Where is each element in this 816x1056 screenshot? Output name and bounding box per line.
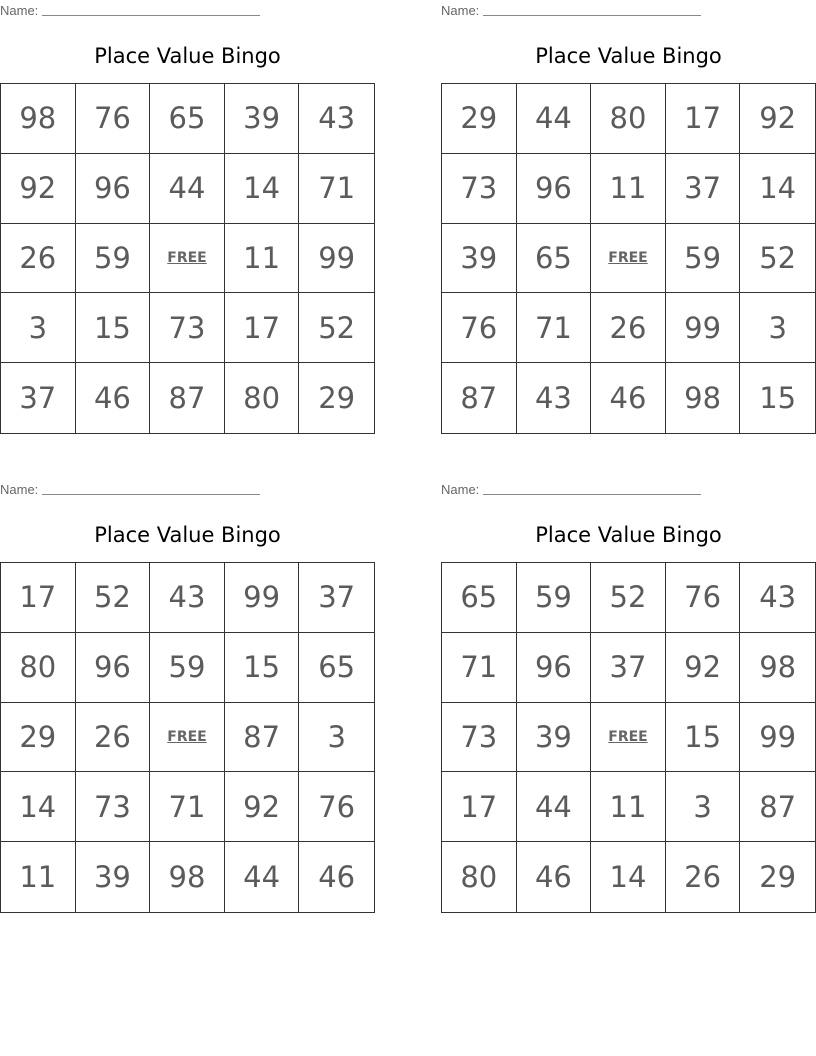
bingo-cell[interactable]: 44 (517, 772, 592, 842)
bingo-cell[interactable]: 39 (76, 842, 151, 912)
bingo-cell[interactable]: 26 (591, 293, 666, 363)
bingo-cell[interactable]: 11 (1, 842, 76, 912)
bingo-cell[interactable]: 73 (76, 772, 151, 842)
name-row (441, 479, 816, 501)
bingo-cell[interactable]: 52 (740, 224, 815, 294)
name-write-line[interactable] (42, 0, 260, 16)
bingo-cell[interactable]: 99 (225, 563, 300, 633)
bingo-cell[interactable]: 92 (225, 772, 300, 842)
bingo-cell[interactable]: 17 (666, 84, 741, 154)
bingo-cell[interactable]: 43 (517, 363, 592, 433)
bingo-cell[interactable]: 14 (591, 842, 666, 912)
card-title: Place Value Bingo (94, 523, 281, 547)
bingo-cell[interactable]: 17 (442, 772, 517, 842)
name-write-line[interactable] (483, 0, 701, 16)
bingo-cell[interactable]: 99 (740, 703, 815, 773)
bingo-cell[interactable]: 14 (225, 154, 300, 224)
free-space-cell[interactable]: FREE (150, 703, 225, 773)
bingo-cell[interactable]: 80 (442, 842, 517, 912)
bingo-cell[interactable]: 29 (318, 381, 356, 416)
bingo-cell[interactable]: 65 (299, 633, 374, 703)
bingo-cell[interactable]: 99 (666, 293, 741, 363)
bingo-cell[interactable]: 98 (740, 633, 815, 703)
bingo-cell[interactable]: 87 (740, 772, 815, 842)
bingo-cell[interactable]: 11 (225, 224, 300, 294)
name-label: Name: (441, 482, 480, 497)
bingo-cell[interactable]: 59 (150, 633, 225, 703)
bingo-grid (0, 83, 375, 434)
bingo-cell[interactable]: 96 (517, 154, 592, 224)
bingo-cell[interactable]: 76 (442, 293, 517, 363)
bingo-cell[interactable]: 37 (591, 633, 666, 703)
name-write-line[interactable] (42, 479, 260, 495)
bingo-cell[interactable]: 46 (76, 363, 151, 433)
name-row (441, 0, 816, 22)
bingo-cell[interactable]: 46 (517, 842, 592, 912)
bingo-cell[interactable]: 39 (225, 84, 300, 154)
bingo-cell[interactable]: 46 (591, 363, 666, 433)
bingo-cell[interactable]: 76 (76, 84, 151, 154)
bingo-cell[interactable]: 37 (299, 563, 374, 633)
bingo-cell[interactable]: 44 (150, 154, 225, 224)
bingo-cell[interactable]: 14 (1, 772, 76, 842)
name-row (0, 0, 375, 22)
bingo-cell[interactable]: 14 (740, 154, 815, 224)
name-row (0, 479, 375, 501)
free-space-cell[interactable]: FREE (591, 703, 666, 773)
bingo-cell[interactable]: 3 (299, 703, 374, 773)
bingo-cell[interactable]: 43 (299, 84, 374, 154)
bingo-cell[interactable]: 98 (1, 84, 76, 154)
bingo-cell[interactable]: 15 (225, 633, 300, 703)
bingo-cell[interactable]: 15 (76, 293, 151, 363)
bingo-cell[interactable]: 71 (517, 293, 592, 363)
bingo-grid (441, 83, 816, 434)
bingo-cell[interactable]: 96 (517, 633, 592, 703)
bingo-cell[interactable]: 96 (76, 154, 151, 224)
bingo-cell[interactable]: 59 (666, 224, 741, 294)
bingo-cell[interactable]: 3 (740, 293, 815, 363)
bingo-cell[interactable]: 71 (299, 154, 374, 224)
bingo-cell[interactable]: 65 (442, 563, 517, 633)
bingo-cell[interactable]: 26 (666, 842, 741, 912)
bingo-cell[interactable]: 39 (442, 224, 517, 294)
bingo-cell[interactable]: 46 (318, 860, 356, 895)
bingo-cell[interactable]: 73 (442, 703, 517, 773)
bingo-grid (0, 562, 375, 913)
bingo-cell[interactable]: 76 (299, 772, 374, 842)
bingo-grid (441, 562, 816, 913)
bingo-cell[interactable]: 15 (666, 703, 741, 773)
bingo-cell[interactable]: 80 (591, 84, 666, 154)
bingo-cell[interactable]: 80 (225, 363, 300, 433)
bingo-cell[interactable]: 52 (591, 563, 666, 633)
bingo-cell[interactable]: 17 (225, 293, 300, 363)
bingo-card (441, 0, 816, 416)
bingo-cell[interactable]: 11 (591, 772, 666, 842)
card-title: Place Value Bingo (535, 523, 722, 547)
bingo-card (0, 479, 375, 895)
bingo-cell[interactable]: 71 (150, 772, 225, 842)
name-label: Name: (441, 3, 480, 18)
bingo-cell[interactable]: 3 (1, 293, 76, 363)
bingo-cell[interactable]: 92 (740, 84, 815, 154)
name-label: Name: (0, 482, 39, 497)
bingo-cell[interactable]: 73 (150, 293, 225, 363)
bingo-cell[interactable]: 43 (740, 563, 815, 633)
bingo-cell[interactable]: 92 (1, 154, 76, 224)
bingo-cell[interactable]: 39 (517, 703, 592, 773)
bingo-cell[interactable]: 65 (150, 84, 225, 154)
bingo-cell[interactable]: 59 (76, 224, 151, 294)
bingo-cell[interactable]: 59 (517, 563, 592, 633)
bingo-cell[interactable]: 11 (591, 154, 666, 224)
bingo-cell[interactable]: 17 (1, 563, 76, 633)
bingo-card (0, 0, 375, 416)
bingo-cell[interactable]: 76 (666, 563, 741, 633)
bingo-cell[interactable]: 37 (1, 363, 76, 433)
bingo-cell[interactable]: 37 (666, 154, 741, 224)
bingo-cell[interactable]: 98 (150, 842, 225, 912)
bingo-cell[interactable]: 29 (759, 860, 797, 895)
bingo-cell[interactable]: 26 (1, 224, 76, 294)
bingo-cell[interactable]: 29 (442, 84, 517, 154)
bingo-cell[interactable]: 44 (225, 842, 300, 912)
bingo-card (441, 479, 816, 895)
bingo-cell[interactable]: 71 (442, 633, 517, 703)
bingo-cell[interactable]: 80 (1, 633, 76, 703)
bingo-cell[interactable]: 96 (76, 633, 151, 703)
bingo-cell[interactable]: 73 (442, 154, 517, 224)
bingo-cell[interactable]: 44 (517, 84, 592, 154)
bingo-cell[interactable]: 99 (299, 224, 374, 294)
bingo-cell[interactable]: 52 (299, 293, 374, 363)
name-label: Name: (0, 3, 39, 18)
bingo-cell[interactable]: 65 (517, 224, 592, 294)
free-space-cell[interactable]: FREE (591, 224, 666, 294)
bingo-cell[interactable]: 98 (666, 363, 741, 433)
bingo-cell[interactable]: 29 (1, 703, 76, 773)
free-space-cell[interactable]: FREE (150, 224, 225, 294)
bingo-cell[interactable]: 15 (759, 381, 797, 416)
card-title: Place Value Bingo (94, 44, 281, 68)
bingo-cell[interactable]: 87 (225, 703, 300, 773)
name-write-line[interactable] (483, 479, 701, 495)
bingo-cell[interactable]: 87 (150, 363, 225, 433)
bingo-cell[interactable]: 87 (442, 363, 517, 433)
bingo-cell[interactable]: 43 (150, 563, 225, 633)
bingo-cell[interactable]: 92 (666, 633, 741, 703)
bingo-cell[interactable]: 26 (76, 703, 151, 773)
bingo-cell[interactable]: 3 (666, 772, 741, 842)
card-title: Place Value Bingo (535, 44, 722, 68)
bingo-cell[interactable]: 52 (76, 563, 151, 633)
